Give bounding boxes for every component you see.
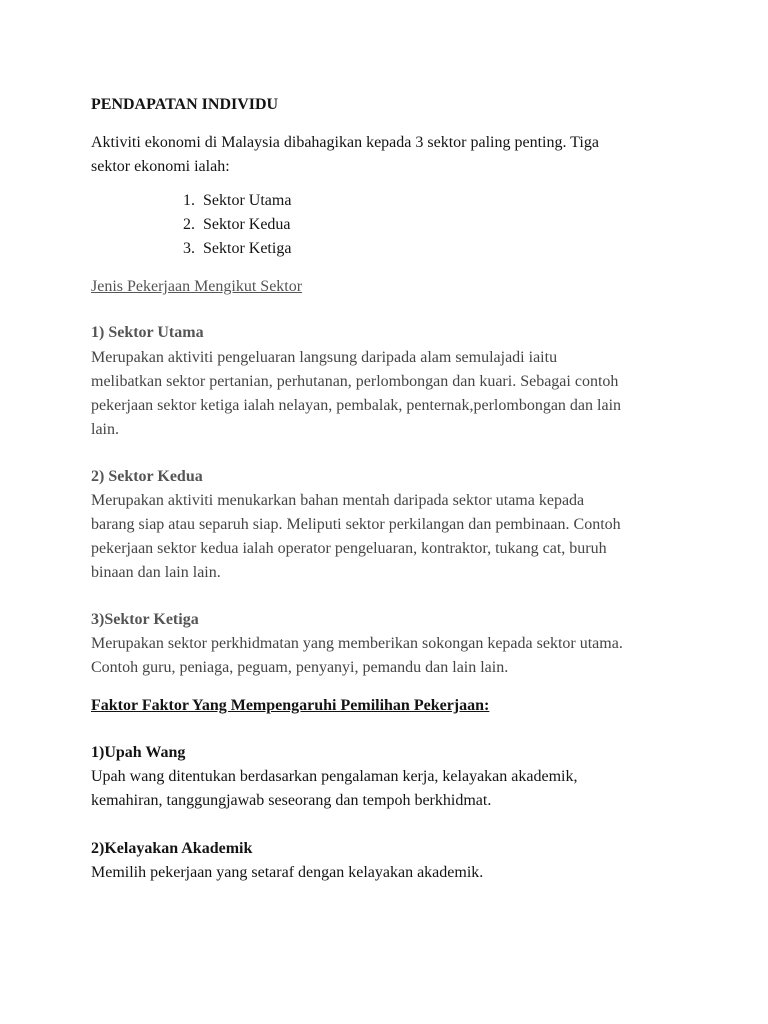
list-number: 2. bbox=[183, 216, 195, 233]
paragraph-line: Contoh guru, peniaga, peguam, penyanyi, pemandu dan lain lain. bbox=[91, 659, 509, 676]
paragraph-line: Merupakan aktiviti menukarkan bahan mentah daripada sektor utama kepada bbox=[91, 492, 585, 509]
list-item bbox=[183, 237, 291, 261]
paragraph-line: pekerjaan sektor ketiga ialah nelayan, pembalak, penternak,perlombongan dan lain bbox=[91, 397, 622, 414]
sector-heading: 1) Sektor Utama bbox=[91, 324, 204, 341]
sector-heading: 3)Sektor Ketiga bbox=[91, 611, 199, 628]
paragraph-line: lain. bbox=[91, 421, 119, 438]
paragraph-line: pekerjaan sektor kedua ialah operator pengeluaran, kontraktor, tukang cat, buruh bbox=[91, 540, 607, 557]
list-item bbox=[183, 213, 291, 237]
sector-heading: 2) Sektor Kedua bbox=[91, 468, 203, 485]
factor-heading: 1)Upah Wang bbox=[91, 744, 186, 761]
factor-heading: 2)Kelayakan Akademik bbox=[91, 840, 253, 857]
list-label: Sektor Kedua bbox=[203, 216, 291, 233]
paragraph-line: barang siap atau separuh siap. Meliputi sektor perkilangan dan pembinaan. Contoh bbox=[91, 516, 621, 533]
paragraph-line: melibatkan sektor pertanian, perhutanan, perlombongan dan kuari. Sebagai contoh bbox=[91, 373, 619, 390]
list-number: 3. bbox=[183, 240, 195, 257]
paragraph-line: kemahiran, tanggungjawab seseorang dan tempoh berkhidmat. bbox=[91, 792, 492, 809]
list-label: Sektor Ketiga bbox=[203, 240, 292, 257]
list-item bbox=[183, 189, 291, 213]
paragraph-line: Memilih pekerjaan yang setaraf dengan kelayakan akademik. bbox=[91, 864, 484, 881]
paragraph-line: Merupakan aktiviti pengeluaran langsung daripada alam semulajadi iaitu bbox=[91, 349, 558, 366]
list-label: Sektor Utama bbox=[203, 192, 292, 209]
document-title: PENDAPATAN INDIVIDU bbox=[91, 96, 279, 113]
paragraph-line: Merupakan sektor perkhidmatan yang memberikan sokongan kepada sektor utama. bbox=[91, 635, 623, 652]
paragraph-line: binaan dan lain lain. bbox=[91, 564, 221, 581]
intro-line-2: sektor ekonomi ialah: bbox=[91, 158, 230, 175]
section-heading-sectors: Jenis Pekerjaan Mengikut Sektor bbox=[91, 278, 303, 295]
paragraph-line: Upah wang ditentukan berdasarkan pengalaman kerja, kelayakan akademik, bbox=[91, 768, 578, 785]
section-heading-factors: Faktor Faktor Yang Mempengaruhi Pemilihan Pekerjaan: bbox=[91, 697, 490, 714]
intro-line-1: Aktiviti ekonomi di Malaysia dibahagikan kepada 3 sektor paling penting. Tiga bbox=[91, 134, 599, 151]
list-number: 1. bbox=[183, 192, 195, 209]
